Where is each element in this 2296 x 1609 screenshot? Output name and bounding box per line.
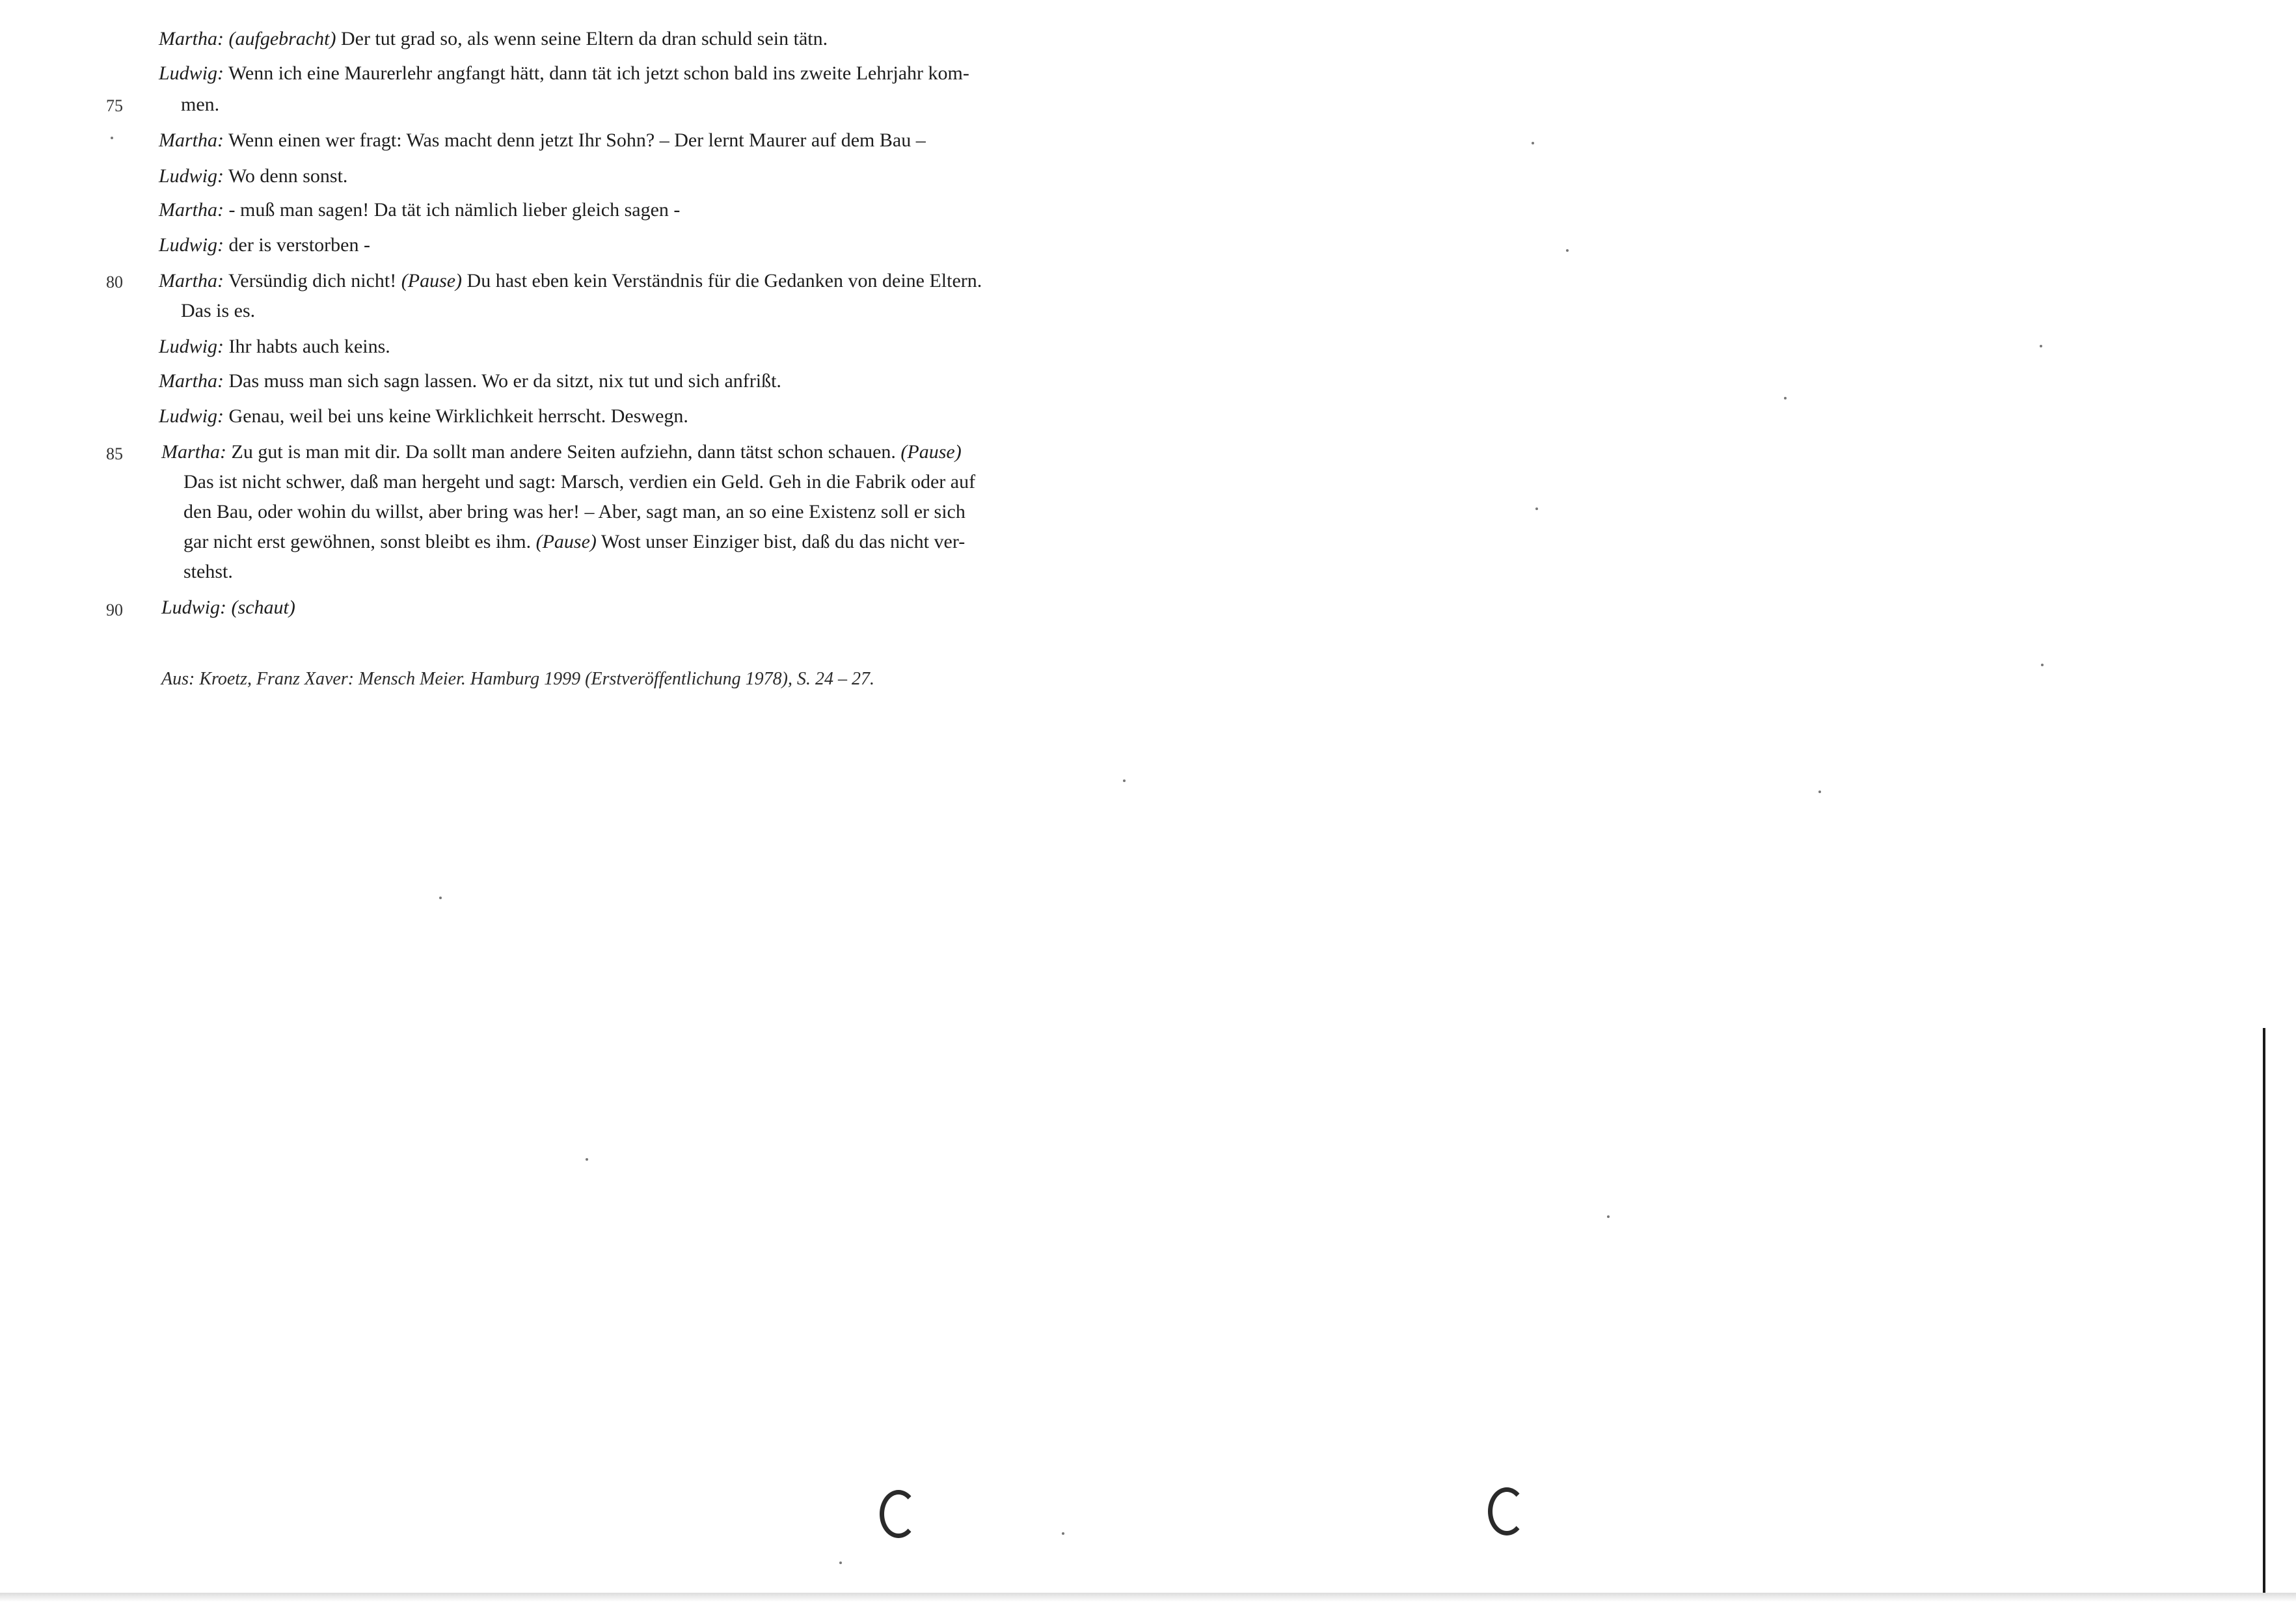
speaker-label: Ludwig:: [159, 62, 224, 84]
scan-speck: [439, 897, 442, 899]
dialogue-text: Du hast eben kein Verständnis für die Gedanken von deine Eltern.: [466, 270, 982, 291]
scan-speck: [1535, 507, 1538, 510]
line-2: [159, 61, 969, 87]
speaker-label: Martha:: [159, 129, 224, 151]
line-number-80: 80: [106, 273, 123, 291]
scan-speck: [1784, 397, 1787, 399]
punch-hole-right: [1488, 1487, 1526, 1535]
line-12: [159, 403, 688, 429]
dialogue-text: men.: [181, 94, 220, 115]
stage-direction: (aufgebracht): [228, 28, 336, 49]
scan-speck: [2040, 345, 2042, 347]
speaker-label: Ludwig:: [159, 336, 224, 357]
dialogue-text: den Bau, oder wohin du willst, aber bring was her! – Aber, sagt man, an so eine Existenz soll er sich: [183, 501, 966, 522]
speaker-label: Ludwig:: [159, 405, 224, 427]
dialogue-text: Wenn ich eine Maurerlehr angfangt hätt, dann tät ich jetzt schon bald ins zweite Lehrjahr kom-: [228, 62, 969, 84]
line-4: [159, 128, 926, 154]
dialogue-text: - muß man sagen! Da tät ich nämlich lieber gleich sagen -: [228, 199, 681, 221]
speaker-label: Martha:: [161, 441, 226, 463]
stage-direction: (Pause): [900, 441, 962, 463]
speaker-label: Ludwig:: [159, 165, 224, 187]
dialogue-text: gar nicht erst gewöhnen, sonst bleibt es ihm.: [183, 531, 536, 552]
stage-direction: (Pause): [401, 270, 463, 291]
dialogue-text: Das muss man sich sagn lassen. Wo er da sitzt, nix tut und sich anfrißt.: [228, 370, 781, 392]
line-10: [159, 334, 390, 360]
stage-direction: (Pause): [535, 531, 597, 552]
dialogue-text: der is verstorben -: [228, 234, 370, 256]
dialogue-text: Der tut grad so, als wenn seine Eltern da dran schuld sein tätn.: [340, 28, 828, 49]
dialogue-text: Wenn einen wer fragt: Was macht denn jetzt Ihr Sohn? – Der lernt Maurer auf dem Bau –: [228, 129, 926, 151]
dialogue-text: Das ist nicht schwer, daß man hergeht und sagt: Marsch, verdien ein Geld. Geh in die Fabrik oder auf: [183, 471, 976, 493]
dialogue-text: stehst.: [183, 561, 233, 582]
page-edge-line: [2263, 1028, 2265, 1594]
page-bottom-shadow: [0, 1593, 2296, 1602]
scan-speck: [2041, 664, 2044, 666]
line-17: [183, 559, 233, 585]
line-11: [159, 368, 781, 394]
scan-speck: [1062, 1532, 1064, 1535]
scan-speck: [1818, 791, 1821, 793]
scan-speck: [839, 1562, 842, 1564]
speaker-label: Martha:: [159, 270, 224, 291]
stage-direction: (schaut): [231, 597, 295, 618]
line-number-85: 85: [106, 444, 123, 463]
line-7: [159, 232, 370, 258]
line-8: [159, 268, 982, 294]
line-number-75: 75: [106, 96, 123, 115]
speaker-label: Martha:: [159, 28, 224, 49]
scan-speck: [1566, 249, 1569, 252]
scan-speck: [586, 1158, 588, 1161]
speaker-label: Martha:: [159, 370, 224, 392]
speaker-label: Martha:: [159, 199, 224, 221]
dialogue-text: Zu gut is man mit dir. Da sollt man andere Seiten aufziehn, dann tätst schon schauen.: [231, 441, 901, 463]
dialogue-text: Genau, weil bei uns keine Wirklichkeit herrscht. Deswegn.: [228, 405, 688, 427]
line-15: [183, 499, 966, 525]
dialogue-text: Das is es.: [181, 300, 256, 321]
scan-speck: [1532, 142, 1534, 144]
line-6: [159, 197, 680, 223]
line-5: [159, 163, 347, 189]
line-3: [181, 92, 219, 118]
line-number-90: 90: [106, 601, 123, 619]
line-13: [161, 439, 962, 465]
dialogue-text: Versündig dich nicht!: [228, 270, 401, 291]
punch-hole-left: [880, 1490, 917, 1538]
scan-speck: [111, 137, 113, 139]
scan-speck: [1607, 1215, 1610, 1218]
line-18: [161, 595, 295, 621]
dialogue-text: Wost unser Einziger bist, daß du das nicht ver-: [601, 531, 966, 552]
line-9: [181, 298, 255, 324]
source-citation: Aus: Kroetz, Franz Xaver: Mensch Meier. Hamburg 1999 (Erstveröffentlichung 1978), S. 24 – 27.: [161, 669, 874, 689]
dialogue-text: Wo denn sonst.: [228, 165, 348, 187]
line-16: [183, 529, 965, 555]
line-14: [183, 469, 975, 495]
dialogue-text: Ihr habts auch keins.: [228, 336, 390, 357]
scan-speck: [1123, 779, 1126, 782]
line-1: [159, 26, 828, 52]
speaker-label: Ludwig:: [159, 234, 224, 256]
speaker-label: Ludwig:: [161, 597, 227, 618]
